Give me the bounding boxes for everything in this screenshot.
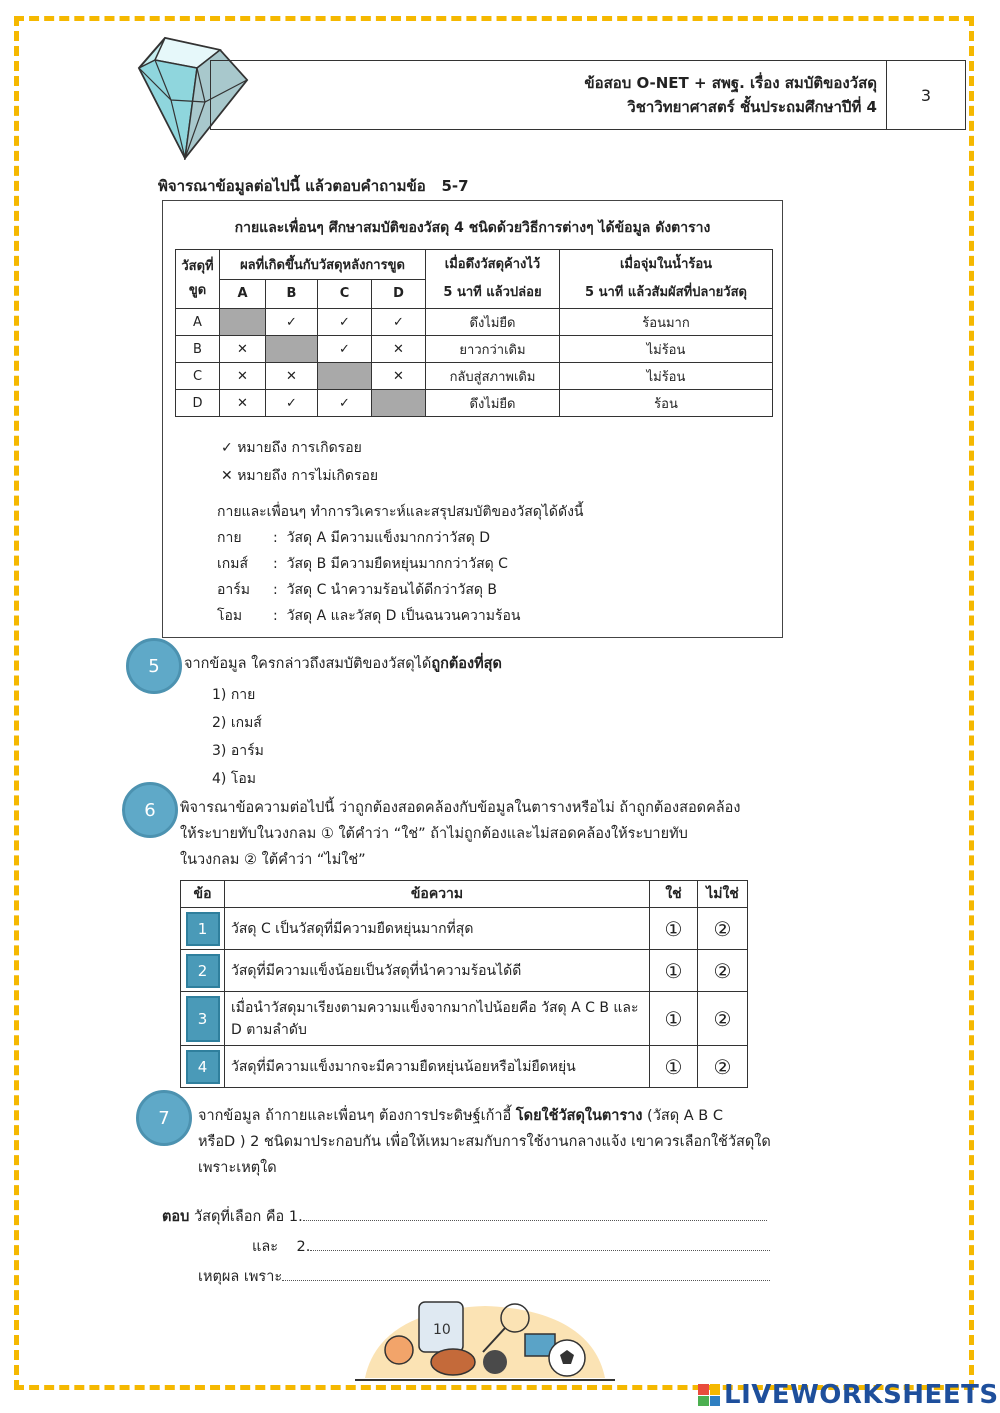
q5-option-4[interactable]: 4) โอม — [212, 771, 256, 787]
answer-line-2: และ 2. — [252, 1234, 770, 1258]
legend-check: ✓ หมายถึง การเกิดรอย — [221, 440, 362, 456]
th-pull: เมื่อดึงวัสดุค้างไว้ 5 นาที แล้วปล่อย — [426, 250, 560, 309]
statement-number-box[interactable]: 4 — [186, 1050, 220, 1084]
question-7-text: จากข้อมูล ถ้ากายและเพื่อนๆ ต้องการประดิษฐ์เก้าอี้ โดยใช้วัสดุในตาราง (วัสดุ A B C หรือD ) 2 ชนิดมาประกอบกัน เพื่อให้เหมาะสมกับการใช้งานกลางแจ้ง เขาควรเลือกใช้วัสดุใด เพราะเหตุใด — [198, 1108, 771, 1176]
answer-input-1[interactable] — [303, 1204, 767, 1221]
statement-number-box[interactable]: 2 — [186, 954, 220, 988]
th-sub-d: D — [372, 279, 426, 309]
yes-option[interactable]: ① — [650, 950, 698, 992]
intro-range: 5-7 — [441, 177, 469, 195]
statement-number-box[interactable]: 3 — [186, 996, 220, 1042]
no-option[interactable]: ② — [698, 1046, 748, 1088]
question-5-badge: 5 — [126, 638, 182, 694]
question-7-badge: 7 — [136, 1090, 192, 1146]
answer-label: ตอบ — [162, 1209, 190, 1225]
q5-option-1[interactable]: 1) กาย — [212, 687, 256, 703]
yes-option[interactable]: ① — [650, 908, 698, 950]
th-hot: เมื่อจุ่มในน้ำร้อน 5 นาที แล้วสัมผัสที่ปลายวัสดุ — [560, 250, 773, 309]
table-row: B ✕ ✓ ✕ ยาวกว่าเดิม ไม่ร้อน — [176, 336, 773, 363]
analysis-intro: กายและเพื่อนๆ ทำการวิเคราะห์และสรุปสมบัติของวัสดุได้ดังนี้ — [217, 504, 584, 520]
legend-cross: ✕ หมายถึง การไม่เกิดรอย — [221, 468, 379, 484]
claim-row: อาร์ม : วัสดุ C นำความร้อนได้ดีกว่าวัสดุ B — [217, 582, 498, 598]
claim-row: กาย : วัสดุ A มีความแข็งมากกว่าวัสดุ D — [217, 530, 491, 546]
header-titles — [584, 71, 877, 119]
svg-text:10: 10 — [433, 1322, 451, 1338]
yes-option[interactable]: ① — [650, 1046, 698, 1088]
table-row: D ✕ ✓ ✓ ดึงไม่ยืด ร้อน — [176, 390, 773, 417]
no-option[interactable]: ② — [698, 908, 748, 950]
reason-input[interactable] — [282, 1264, 770, 1281]
th-sub-c: C — [318, 279, 372, 309]
q5-option-3[interactable]: 3) อาร์ม — [212, 743, 264, 759]
yes-option[interactable]: ① — [650, 992, 698, 1046]
th-sub-b: B — [266, 279, 318, 309]
answer-input-2[interactable] — [310, 1234, 770, 1251]
cross-icon: ✕ — [221, 468, 233, 484]
th-statement: ข้อความ — [225, 881, 650, 908]
statement-number-box[interactable]: 1 — [186, 912, 220, 946]
statement-text: เมื่อนำวัสดุมาเรียงตามความแข็งจากมากไปน้อยคือ วัสดุ A C B และ D ตามลำดับ — [225, 992, 650, 1046]
q5-option-2[interactable]: 2) เกมส์ — [212, 715, 262, 731]
table-row — [181, 1046, 748, 1088]
th-scratch: ผลที่เกิดขึ้นกับวัสดุหลังการขูด — [220, 250, 426, 280]
page-number: 3 — [886, 61, 965, 129]
study-info-box — [162, 200, 783, 638]
table-row — [181, 992, 748, 1046]
no-option[interactable]: ② — [698, 950, 748, 992]
check-icon: ✓ — [221, 440, 233, 456]
header-box — [210, 60, 966, 130]
header-line1: ข้อสอบ O-NET + สพฐ. เรื่อง สมบัติของวัสดุ — [584, 74, 877, 92]
answer-line-3: เหตุผล เพราะ — [198, 1264, 770, 1288]
question-6-badge: 6 — [122, 782, 178, 838]
claim-row: โอม : วัสดุ A และวัสดุ D เป็นฉนวนความร้อน — [217, 608, 521, 624]
th-material: วัสดุที่ขูด — [176, 250, 220, 309]
answer-line-1: ตอบ วัสดุที่เลือก คือ 1. — [162, 1204, 767, 1228]
th-yes: ใช่ — [650, 881, 698, 908]
intro-label: พิจารณาข้อมูลต่อไปนี้ แล้วตอบคำถามข้อ — [158, 177, 426, 195]
question-5-text: จากข้อมูล ใครกล่าวถึงสมบัติของวัสดุได้ถูกต้องที่สุด — [184, 656, 502, 672]
material-table — [175, 249, 773, 417]
logo-icon — [698, 1384, 720, 1406]
claim-row: เกมส์ : วัสดุ B มีความยืดหยุ่นมากกว่าวัสดุ C — [217, 556, 508, 572]
study-caption: กายและเพื่อนๆ ศึกษาสมบัติของวัสดุ 4 ชนิดด้วยวิธีการต่างๆ ได้ข้อมูล ดังตาราง — [234, 220, 711, 236]
liveworksheets-logo: LIVEWORKSHEETS — [698, 1380, 999, 1410]
th-sub-a: A — [220, 279, 266, 309]
table-row — [181, 950, 748, 992]
th-no: ข้อ — [181, 881, 225, 908]
table-row — [181, 908, 748, 950]
intro-text — [158, 174, 469, 198]
sports-equipment-illustration — [355, 1288, 615, 1384]
table-row: C ✕ ✕ ✕ กลับสู่สภาพเดิม ไม่ร้อน — [176, 363, 773, 390]
statement-table — [180, 880, 748, 1088]
statement-text: วัสดุที่มีความแข็งมากจะมีความยืดหยุ่นน้อยหรือไม่ยืดหยุ่น — [225, 1046, 650, 1088]
th-no-answer: ไม่ใช่ — [698, 881, 748, 908]
header-line2: วิชาวิทยาศาสตร์ ชั้นประถมศึกษาปีที่ 4 — [627, 98, 877, 116]
question-6-text: พิจารณาข้อความต่อไปนี้ ว่าถูกต้องสอดคล้องกับข้อมูลในตารางหรือไม่ ถ้าถูกต้องสอดคล้อง ให้ระบายทับในวงกลม ① ใต้คำว่า “ใช่” ถ้าไม่ถูกต้องและไม่สอดคล้องให้ระบายทับ ในวงกลม ② ใต้คำว่า “ไม่ใช่” — [180, 800, 741, 868]
statement-text: วัสดุ C เป็นวัสดุที่มีความยืดหยุ่นมากที่สุด — [225, 908, 650, 950]
statement-text: วัสดุที่มีความแข็งน้อยเป็นวัสดุที่นำความร้อนได้ดี — [225, 950, 650, 992]
no-option[interactable]: ② — [698, 992, 748, 1046]
table-row: A ✓ ✓ ✓ ดึงไม่ยืด ร้อนมาก — [176, 309, 773, 336]
